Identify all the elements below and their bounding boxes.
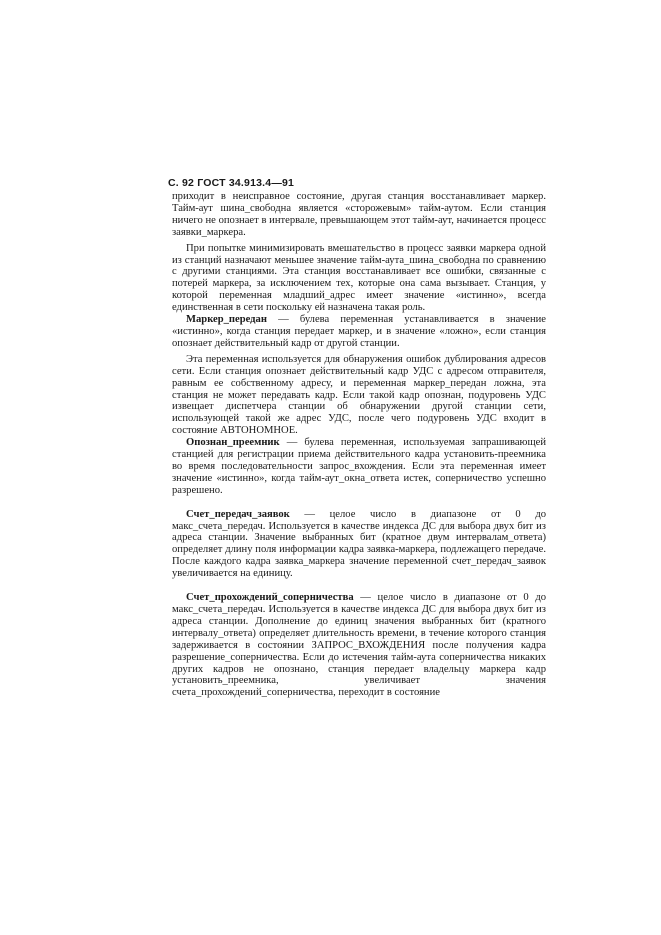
definition: — булева переменная, используемая запрашивающей станцией для регистрации приема действительного кадра установить-преемника во время последовательности запрос_вхождения. Если эта переменная имеет значение «истинно», когда тайм-аут_окна_ответа истек, соперничество успешно разрешено. <box>172 437 546 496</box>
page-header: С. 92 ГОСТ 34.913.4—91 <box>168 177 295 189</box>
definition: — целое число в диапазоне от 0 до макс_счета_передач. Используется в качестве индекса ДС для выбора двух бит из адреса станции. Дополнение до единиц значения выбранных бит (кратного интервалу_ответа) определяет длительность времени, в течение которого станция задерживается в состоянии ЗАПРОС_ВХОЖДЕНИЯ после получения кадра разрешение_соперничества. Если до истечения тайм-аута соперничества никаких других кадров не опознано, станция передает владельцу маркера кадр установить_преемника, увеличивает значения счета_прохождений_соперничества, переходит в состояние <box>172 592 546 699</box>
term: Счет_прохождений_соперничества <box>186 592 354 604</box>
paragraph: приходит в неисправное состояние, другая станция восстанавливает маркер. Тайм-аут шина_свободна является «сторожевым» тайм-аутом. Если станция ничего не опознает в интервале, превышающем этот тайм-аут, начинается процесс заявки_маркера. <box>172 191 546 238</box>
paragraph: При попытке минимизировать вмешательство в процесс заявки маркера одной из станций назначают меньшее значение тайм-аута_шина_свободна по сравнению с другими станциями. Эта станция восстанавливает все ошибки, связанные с потерей маркера, за исключением тех, которые она сама вызывает. Станция, у которой переменная младший_адрес имеет значение «истинно», всегда единственная в сети поскольку ей назначена такая роль. <box>172 242 546 314</box>
paragraph: Эта переменная используется для обнаружения ошибок дублирования адресов сети. Если станция опознает действительный кадр УДС с адресом отправителя, равным ее собственному адресу, и переменная маркер_передан ложна, эта станция не может передавать кадр. Если такой кадр опознан, подуровень УДС извещает диспетчера станции об обнаружении другой станции сети, использующей такой же адрес УДС, после чего подуровень УДС входит в состояние АВТОНОМНОЕ. <box>172 353 546 437</box>
term: Маркер_передан <box>186 314 267 326</box>
document-body <box>172 191 546 699</box>
paragraph <box>172 509 546 580</box>
paragraph <box>172 592 546 699</box>
term: Опознан_преемник <box>186 437 280 449</box>
definition: — булева переменная устанавливается в значение «истинно», когда станция передает маркер, и в значение «ложно», если станция опознает действительный кадр от другой станции. <box>172 314 546 349</box>
definition: — целое число в диапазоне от 0 до макс_счета_передач. Используется в качестве индекса ДС для выбора двух бит из адреса станции. Значение выбранных бит (кратное двум интервалам_ответа) определяет длину поля информации кадра заявка-маркера, подлежащего передаче. После каждого кадра заявка_маркера значение переменной счет_передач_заявок увеличивается на единицу. <box>172 508 546 580</box>
term: Счет_передач_заявок <box>186 508 290 520</box>
paragraph <box>172 314 546 350</box>
paragraph <box>172 437 546 497</box>
